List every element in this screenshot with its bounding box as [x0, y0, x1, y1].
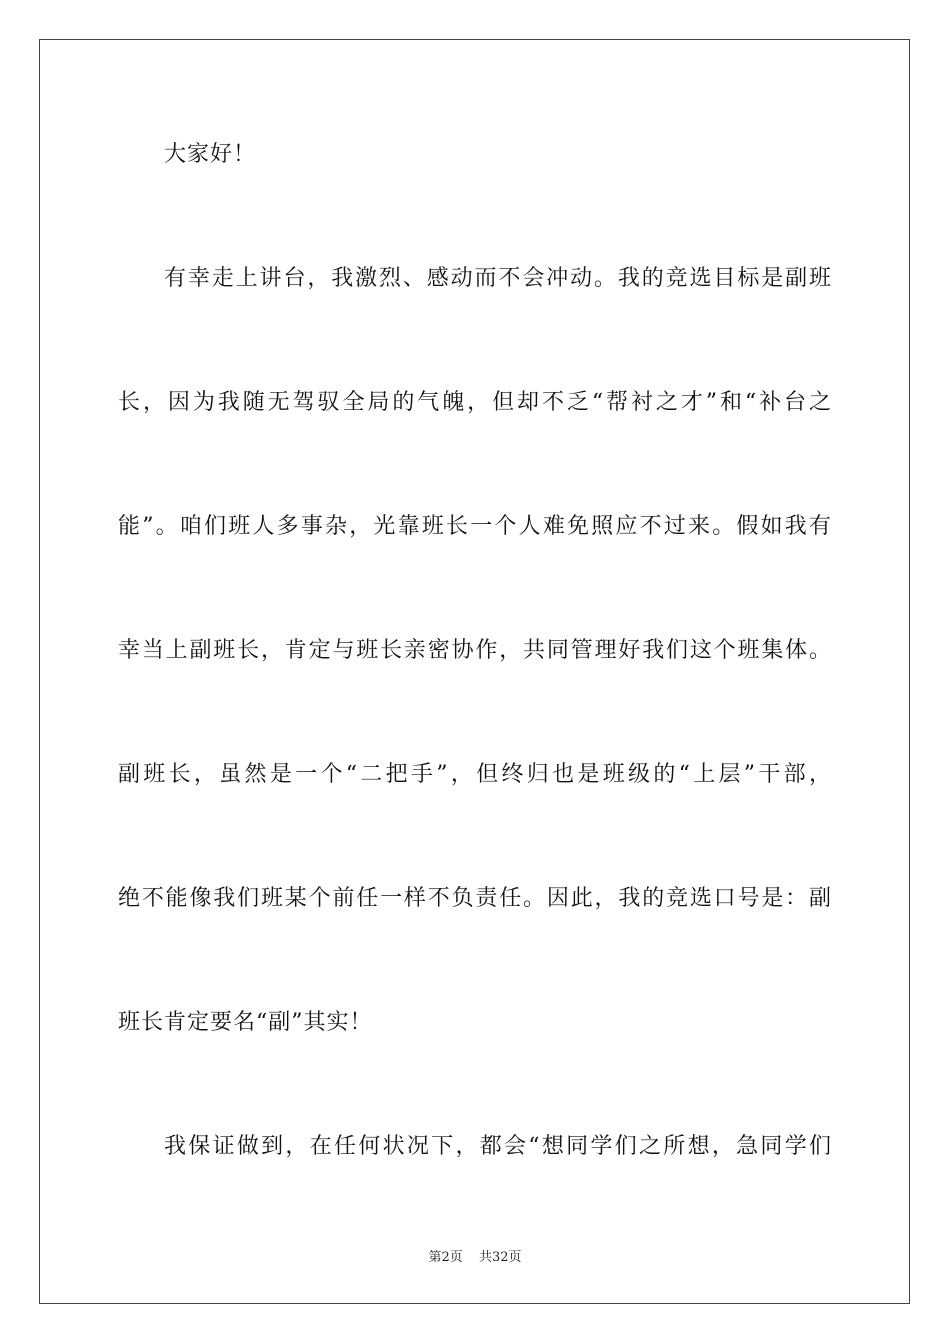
body-paragraph-1: [118, 248, 832, 1054]
page-footer: [0, 1246, 950, 1265]
document-body: [118, 124, 832, 1240]
paragraph-line: 我保证做到，在任何状况下，都会“想同学们之所想，急同学们: [164, 1134, 832, 1159]
paragraph-line: 有幸走上讲台，我激烈、感动而不会冲动。我的竞选目标是副班: [164, 266, 832, 291]
page-number: 第2页: [428, 1250, 463, 1265]
paragraph-line: 绝不能像我们班某个前任一样不负责任。因此，我的竞选口号是：副: [118, 886, 832, 911]
paragraph-line: 副班长，虽然是一个“二把手”，但终归也是班级的“上层”干部，: [118, 762, 832, 787]
paragraph-line: 长，因为我随无驾驭全局的气魄，但却不乏“帮衬之才”和“补台之: [118, 390, 832, 415]
body-paragraph-2: [118, 1116, 832, 1178]
paragraph-line: 班长肯定要名“副”其实！: [118, 1010, 373, 1035]
paragraph-line: 幸当上副班长，肯定与班长亲密协作，共同管理好我们这个班集体。: [118, 638, 832, 663]
paragraph-line: 能”。咱们班人多事杂，光靠班长一个人难免照应不过来。假如我有: [118, 514, 832, 539]
greeting-paragraph: [118, 124, 832, 186]
greeting-line: 大家好！: [164, 142, 257, 167]
page-total: 共32页: [478, 1250, 522, 1265]
